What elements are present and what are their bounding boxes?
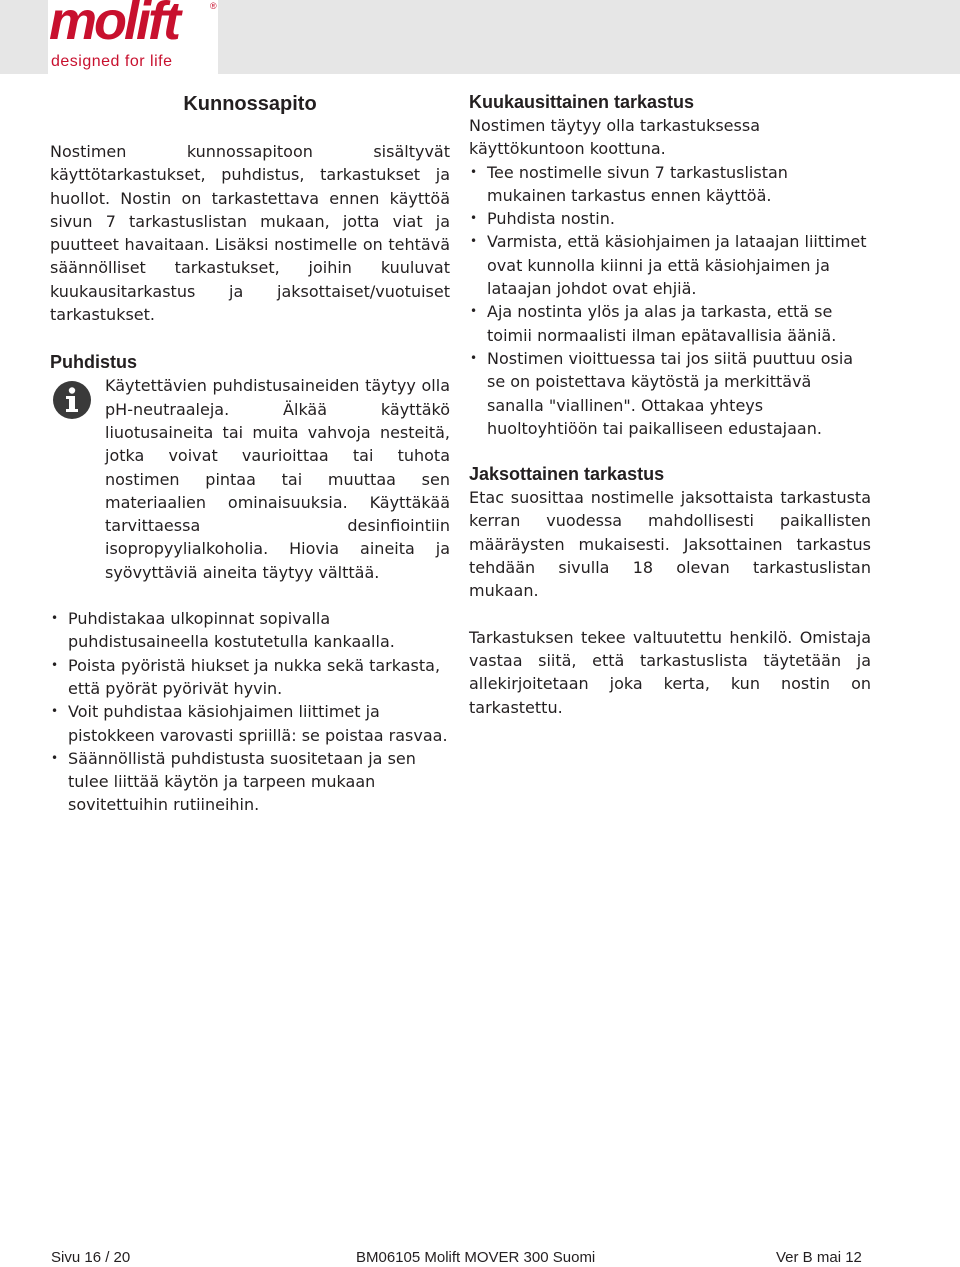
footer-version: Ver B mai 12 [776, 1249, 862, 1266]
cleaning-heading: Puhdistus [50, 352, 138, 373]
logo-tagline: designed for life [51, 53, 173, 70]
info-note [50, 374, 450, 584]
footer-document-id: BM06105 Molift MOVER 300 Suomi [356, 1249, 596, 1266]
list-item: • Tee nostimelle sivun 7 tarkastuslistan mukainen tarkastus ennen käyttöä. [469, 161, 871, 208]
list-item: • Varmista, että käsiohjaimen ja lataajan liittimet ovat kunnolla kiinni ja että käsiohjaimen ja lataajan johdot ovat ehjiä. [469, 230, 871, 300]
periodic-inspection-heading: Jaksottainen tarkastus [469, 464, 665, 485]
maintenance-intro: Nostimen kunnossapitoon sisältyvät käyttötarkastukset, puhdistus, tarkastukset ja huollot. Nostin on tarkastettava ennen käyttöä sivun 7 tarkastuslistan mukaan, jotta viat ja puutteet havaitaan. Lisäksi nostimelle on tehtävä säännölliset tarkastukset, joihin kuuluvat kuukausitarkastus ja jaksottaiset/vuotuiset tarkastukset. [50, 142, 450, 325]
logo-registered-mark: ® [210, 1, 217, 11]
list-item: • Poista pyöristä hiukset ja nukka sekä tarkasta, että pyörät pyörivät hyvin. [50, 654, 450, 701]
monthly-intro: Nostimen täytyy olla tarkastuksessa käyttökuntoon koottuna. [469, 116, 760, 159]
footer-page-number: Sivu 16 / 20 [51, 1249, 131, 1266]
molift-logo [48, 0, 218, 74]
periodic-inspection-text: Etac suosittaa nostimelle jaksottaista tarkastusta kerran vuodessa mahdollisesti paikallisten määräysten mukaisesti. Jaksottainen tarkastus tehdään sivulla 18 olevan tarkastuslistan mukaan. [469, 488, 871, 601]
list-item: • Nostimen vioittuessa tai jos siitä puuttuu osia se on poistettava käytöstä ja merkittävä sanalla "viallinen". Ottakaa yhteys huoltoyhtiöön tai paikalliseen edustajaan. [469, 347, 871, 440]
right-column [469, 88, 871, 719]
page-title: Kunnossapito [183, 93, 317, 115]
monthly-inspection-heading: Kuukausittainen tarkastus [469, 92, 695, 112]
list-item: • Aja nostinta ylös ja alas ja tarkasta, että se toimii normaalisti ilman epätavallisia ääniä. [469, 300, 871, 347]
info-note-text: Käytettävien puhdistusaineiden täytyy olla pH-neutraaleja. Älkää käyttäkö liuotusaineita tai muita vahvoja nesteitä, jotka voivat vaurioittaa tai tuhota nostimen pintaa tai muuttaa sen materiaalien ominaisuuksia. Käyttäkää tarvittaessa desinfiointiin isopropyylialkoholia. Hiovia aineita ja syövyttäviä aineita täytyy välttää. [105, 376, 450, 582]
inspector-text: Tarkastuksen tekee valtuutettu henkilö. Omistaja vastaa siitä, että tarkastuslista täytetään ja allekirjoitetaan joka kerta, kun nostin on tarkastettu. [469, 627, 871, 717]
left-column [50, 88, 450, 817]
list-item: • Voit puhdistaa käsiohjaimen liittimet ja pistokkeen varovasti spriillä: se poistaa rasvaa. [50, 700, 450, 747]
list-item: • Säännöllistä puhdistusta suositetaan ja sen tulee liittää käytön ja tarpeen mukaan sovitettuihin rutiineihin. [50, 747, 450, 817]
list-item: • Puhdistakaa ulkopinnat sopivalla puhdistusaineella kostutetulla kankaalla. [50, 607, 450, 654]
monthly-inspection-list [469, 161, 871, 441]
cleaning-list [50, 607, 450, 817]
info-icon [52, 380, 92, 420]
list-item: • Puhdista nostin. [469, 207, 871, 230]
logo-wordmark: molift [49, 0, 178, 51]
